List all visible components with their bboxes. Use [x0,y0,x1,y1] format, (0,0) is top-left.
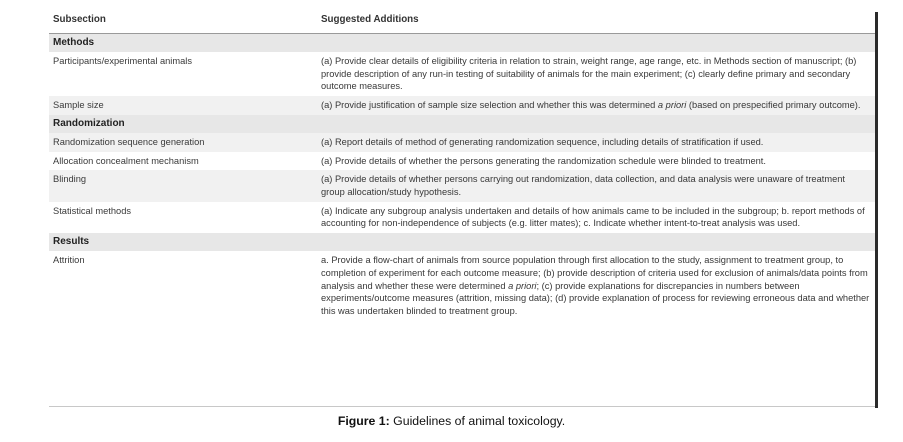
guidelines-table [49,10,875,320]
row-subsection: Attrition [53,255,85,266]
caption-text: Guidelines of animal toxicology. [389,414,566,428]
row-subsection: Statistical methods [53,205,132,216]
row-suggestion: (a) Provide details of whether the persons generating the randomization schedule were blinded to treatment. [321,155,766,166]
caption-label: Figure 1: [337,414,390,428]
row-suggestion: (a) Indicate any subgroup analysis undertaken and details of how animals came to be included in the subgroup; b. report methods of accounting for non-independence of subjects (e.g. litter mates); c. Indicate whether intent-to-treat analysis was used. [321,205,865,229]
section-row-results [49,233,875,252]
header-suggested-additions: Suggested Additions [317,10,875,33]
table-bottom-rule [49,406,875,407]
italic-text: a priori [657,99,687,110]
table-row [49,52,875,96]
section-label: Randomization [49,115,875,134]
right-edge-bar [875,12,878,408]
row-suggestion: (a) Provide details of whether persons carrying out randomization, data collection, and data analysis were unaware of treatment group allocation/study hypothesis. [317,170,875,201]
text-segment: (based on prespecified primary outcome). [686,99,861,110]
row-suggestion: (a) Report details of method of generating randomization sequence, including details of stratification if used. [317,133,875,152]
row-suggestion: (a) Provide clear details of eligibility criteria in relation to strain, weight range, age range, etc. in Methods section of manuscript; (b) provide description of any run-in testing of suitability of animals for the main experiment; (c) clearly define primary and secondary outcome measures. [321,56,857,92]
row-subsection: Participants/experimental animals [53,56,192,67]
table-row [49,170,875,201]
figure-caption [0,414,903,428]
section-row-randomization [49,115,875,134]
text-segment: (a) Provide justification of sample size selection and whether this was determined [321,99,658,110]
guidelines-table-container [49,10,875,408]
row-subsection: Blinding [49,170,317,201]
table-header-row [49,10,875,33]
section-label: Methods [49,33,875,52]
table-row [49,202,875,233]
italic-text: a priori [508,280,537,291]
text-segment: ; (c) provide explanations for discrepancies in numbers between experiments/outcome measures (attrition, missing data); (d) provide explanation of process for reviewing erroneous data and whether this was undertaken blinded to treatment group. [321,280,870,316]
text-segment: a. Provide a flow-chart of animals from source population through first allocation to the study, assignment to treatment group, to completion of experiment for each outcome measure; (b) provide description of criteria used for exclusion of animals/data points from analysis and whether these were determined [321,255,868,291]
table-row [49,96,875,115]
table-row [49,251,875,320]
row-suggestion [317,96,875,115]
row-subsection: Allocation concealment mechanism [53,155,199,166]
header-subsection: Subsection [49,10,317,33]
table-row [49,133,875,152]
section-row-methods [49,33,875,52]
section-label: Results [49,233,875,252]
row-suggestion [317,251,875,320]
table-row [49,152,875,171]
row-subsection: Sample size [49,96,317,115]
row-subsection: Randomization sequence generation [49,133,317,152]
